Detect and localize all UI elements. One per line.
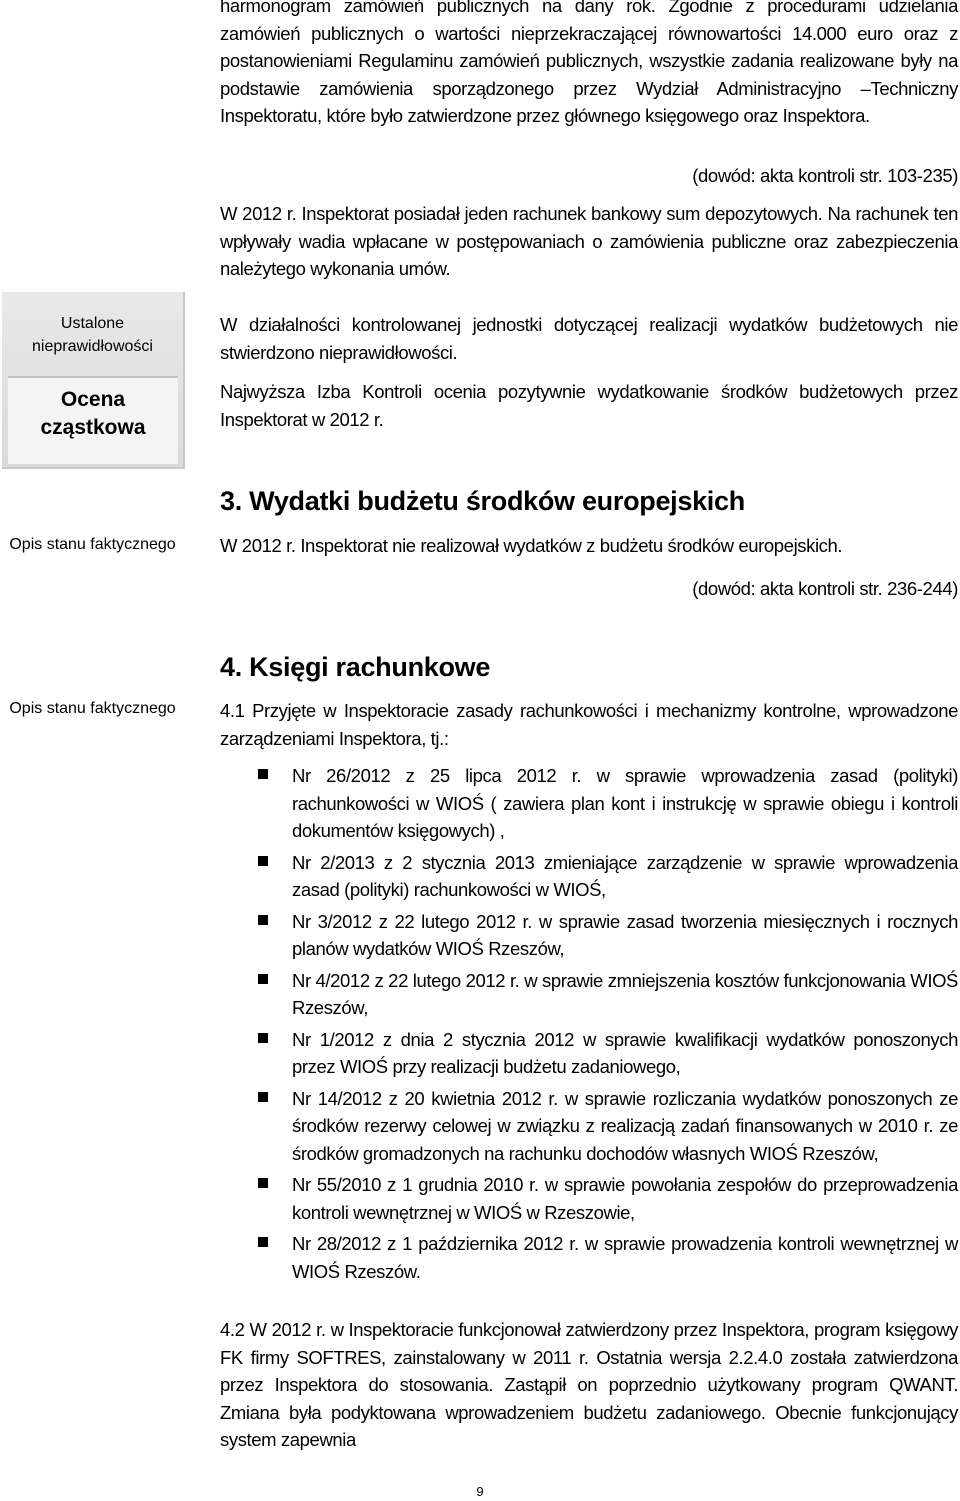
sidebar-assessment-box (2, 292, 185, 469)
bullet-square-icon (258, 1237, 268, 1247)
bullet-square-icon (258, 856, 268, 866)
paragraph-section-3: W 2012 r. Inspektorat nie realizował wydatków z budżetu środków europejskich. (220, 535, 843, 556)
list-item: Nr 14/2012 z 20 kwietnia 2012 r. w sprawie rozliczania wydatków ponoszonych ze środków rezerwy celowej w związku z realizacją zadań finansowanych w 2010 r. ze środków gromadzonych na rachunku dochodów własnych WIOŚ Rzeszów, (220, 1085, 958, 1168)
sidebar-label-irregularities: Ustalone nieprawidłowości (32, 315, 153, 355)
bullet-square-icon (258, 1178, 268, 1188)
list-item: Nr 28/2012 z 1 października 2012 r. w sprawie prowadzenia kontroli wewnętrznej w WIOŚ Rzeszów. (220, 1230, 958, 1285)
list-item: Nr 55/2010 z 1 grudnia 2010 r. w sprawie powołania zespołów do przeprowadzenia kontroli wewnętrznej w WIOŚ w Rzeszowie, (220, 1171, 958, 1226)
list-item: Nr 4/2012 z 22 lutego 2012 r. w sprawie zmniejszenia kosztów funkcjonowania WIOŚ Rzeszów, (220, 967, 958, 1022)
paragraph-bank-account: W 2012 r. Inspektorat posiadał jeden rachunek bankowy sum depozytowych. Na rachunek ten wpływały wadia wpłacane w postępowaniach o zamówienia publiczne oraz zabezpieczenia należytego wykonania umów. (220, 203, 958, 279)
list-item: Nr 1/2012 z dnia 2 stycznia 2012 w sprawie kwalifikacji wydatków ponoszonych przez WIOŚ przy realizacji budżetu zadaniowego, (220, 1026, 958, 1081)
list-item: Nr 3/2012 z 22 lutego 2012 r. w sprawie zasad tworzenia miesięcznych i rocznych planów wydatków WIOŚ Rzeszów, (220, 908, 958, 963)
page-number: 9 (476, 1484, 484, 1499)
bullet-square-icon (258, 769, 268, 779)
list-item: Nr 2/2013 z 2 stycznia 2013 zmieniające zarządzenie w sprawie wprowadzenia zasad (polityki) rachunkowości w WIOŚ, (220, 849, 958, 904)
section-4-heading: 4. Księgi rachunkowe (220, 652, 491, 682)
sidebar-label-facts-1: Opis stanu faktycznego (9, 536, 176, 553)
paragraph-no-irregularities: W działalności kontrolowanej jednostki dotyczącej realizacji wydatków budżetowych nie stwierdzono nieprawidłowości. (220, 314, 958, 363)
section-3-heading: 3. Wydatki budżetu środków europejskich (220, 486, 745, 516)
evidence-reference-2: (dowód: akta kontroli str. 236-244) (692, 578, 958, 599)
paragraph-procurement: harmonogram zamówień publicznych na dany rok. Zgodnie z procedurami udzielania zamówień publicznych o wartości nieprzekraczającej równowartości 14.000 euro oraz z postanowieniami Regulaminu zamówień publicznych, wszystkie zadania realizowane były na podstawie zamówienia sporządzonego przez Wydział Administracyjno –Techniczny Inspektoratu, które było zatwierdzone przez głównego księgowego oraz Inspektora. (220, 0, 958, 126)
bullet-square-icon (258, 915, 268, 925)
bullet-square-icon (258, 1092, 268, 1102)
paragraph-section-4-1: 4.1 Przyjęte w Inspektoracie zasady rachunkowości i mechanizmy kontrolne, wprowadzone zarządzeniami Inspektora, tj.: (220, 700, 958, 749)
bullet-square-icon (258, 1033, 268, 1043)
paragraph-section-4-2: 4.2 W 2012 r. w Inspektoracie funkcjonował zatwierdzony przez Inspektora, program księgowy FK firmy SOFTRES, zainstalowany w 2011 r. Ostatnia wersja 2.2.4.0 została zatwierdzona przez Inspektora do stosowania. Zastąpił on poprzednio użytkowany program QWANT. Zmiana była podyktowana wprowadzeniem budżetu zadaniowego. Obecnie funkcjonujący system zapewnia (220, 1319, 958, 1450)
paragraph-assessment: Najwyższa Izba Kontroli ocenia pozytywnie wydatkowanie środków budżetowych przez Inspektorat w 2012 r. (220, 381, 958, 430)
list-item: Nr 26/2012 z 25 lipca 2012 r. w sprawie wprowadzenia zasad (polityki) rachunkowości w WIOŚ ( zawiera plan kont i instrukcję w sprawie obiegu i kontroli dokumentów księgowych) , (220, 762, 958, 845)
sidebar-label-assessment: Ocena cząstkowa (40, 388, 146, 439)
sidebar-assessment-inner (8, 376, 178, 464)
ordinance-list (220, 762, 958, 1289)
bullet-square-icon (258, 974, 268, 984)
sidebar-label-facts-2: Opis stanu faktycznego (9, 700, 176, 717)
evidence-reference-1: (dowód: akta kontroli str. 103-235) (692, 165, 958, 186)
